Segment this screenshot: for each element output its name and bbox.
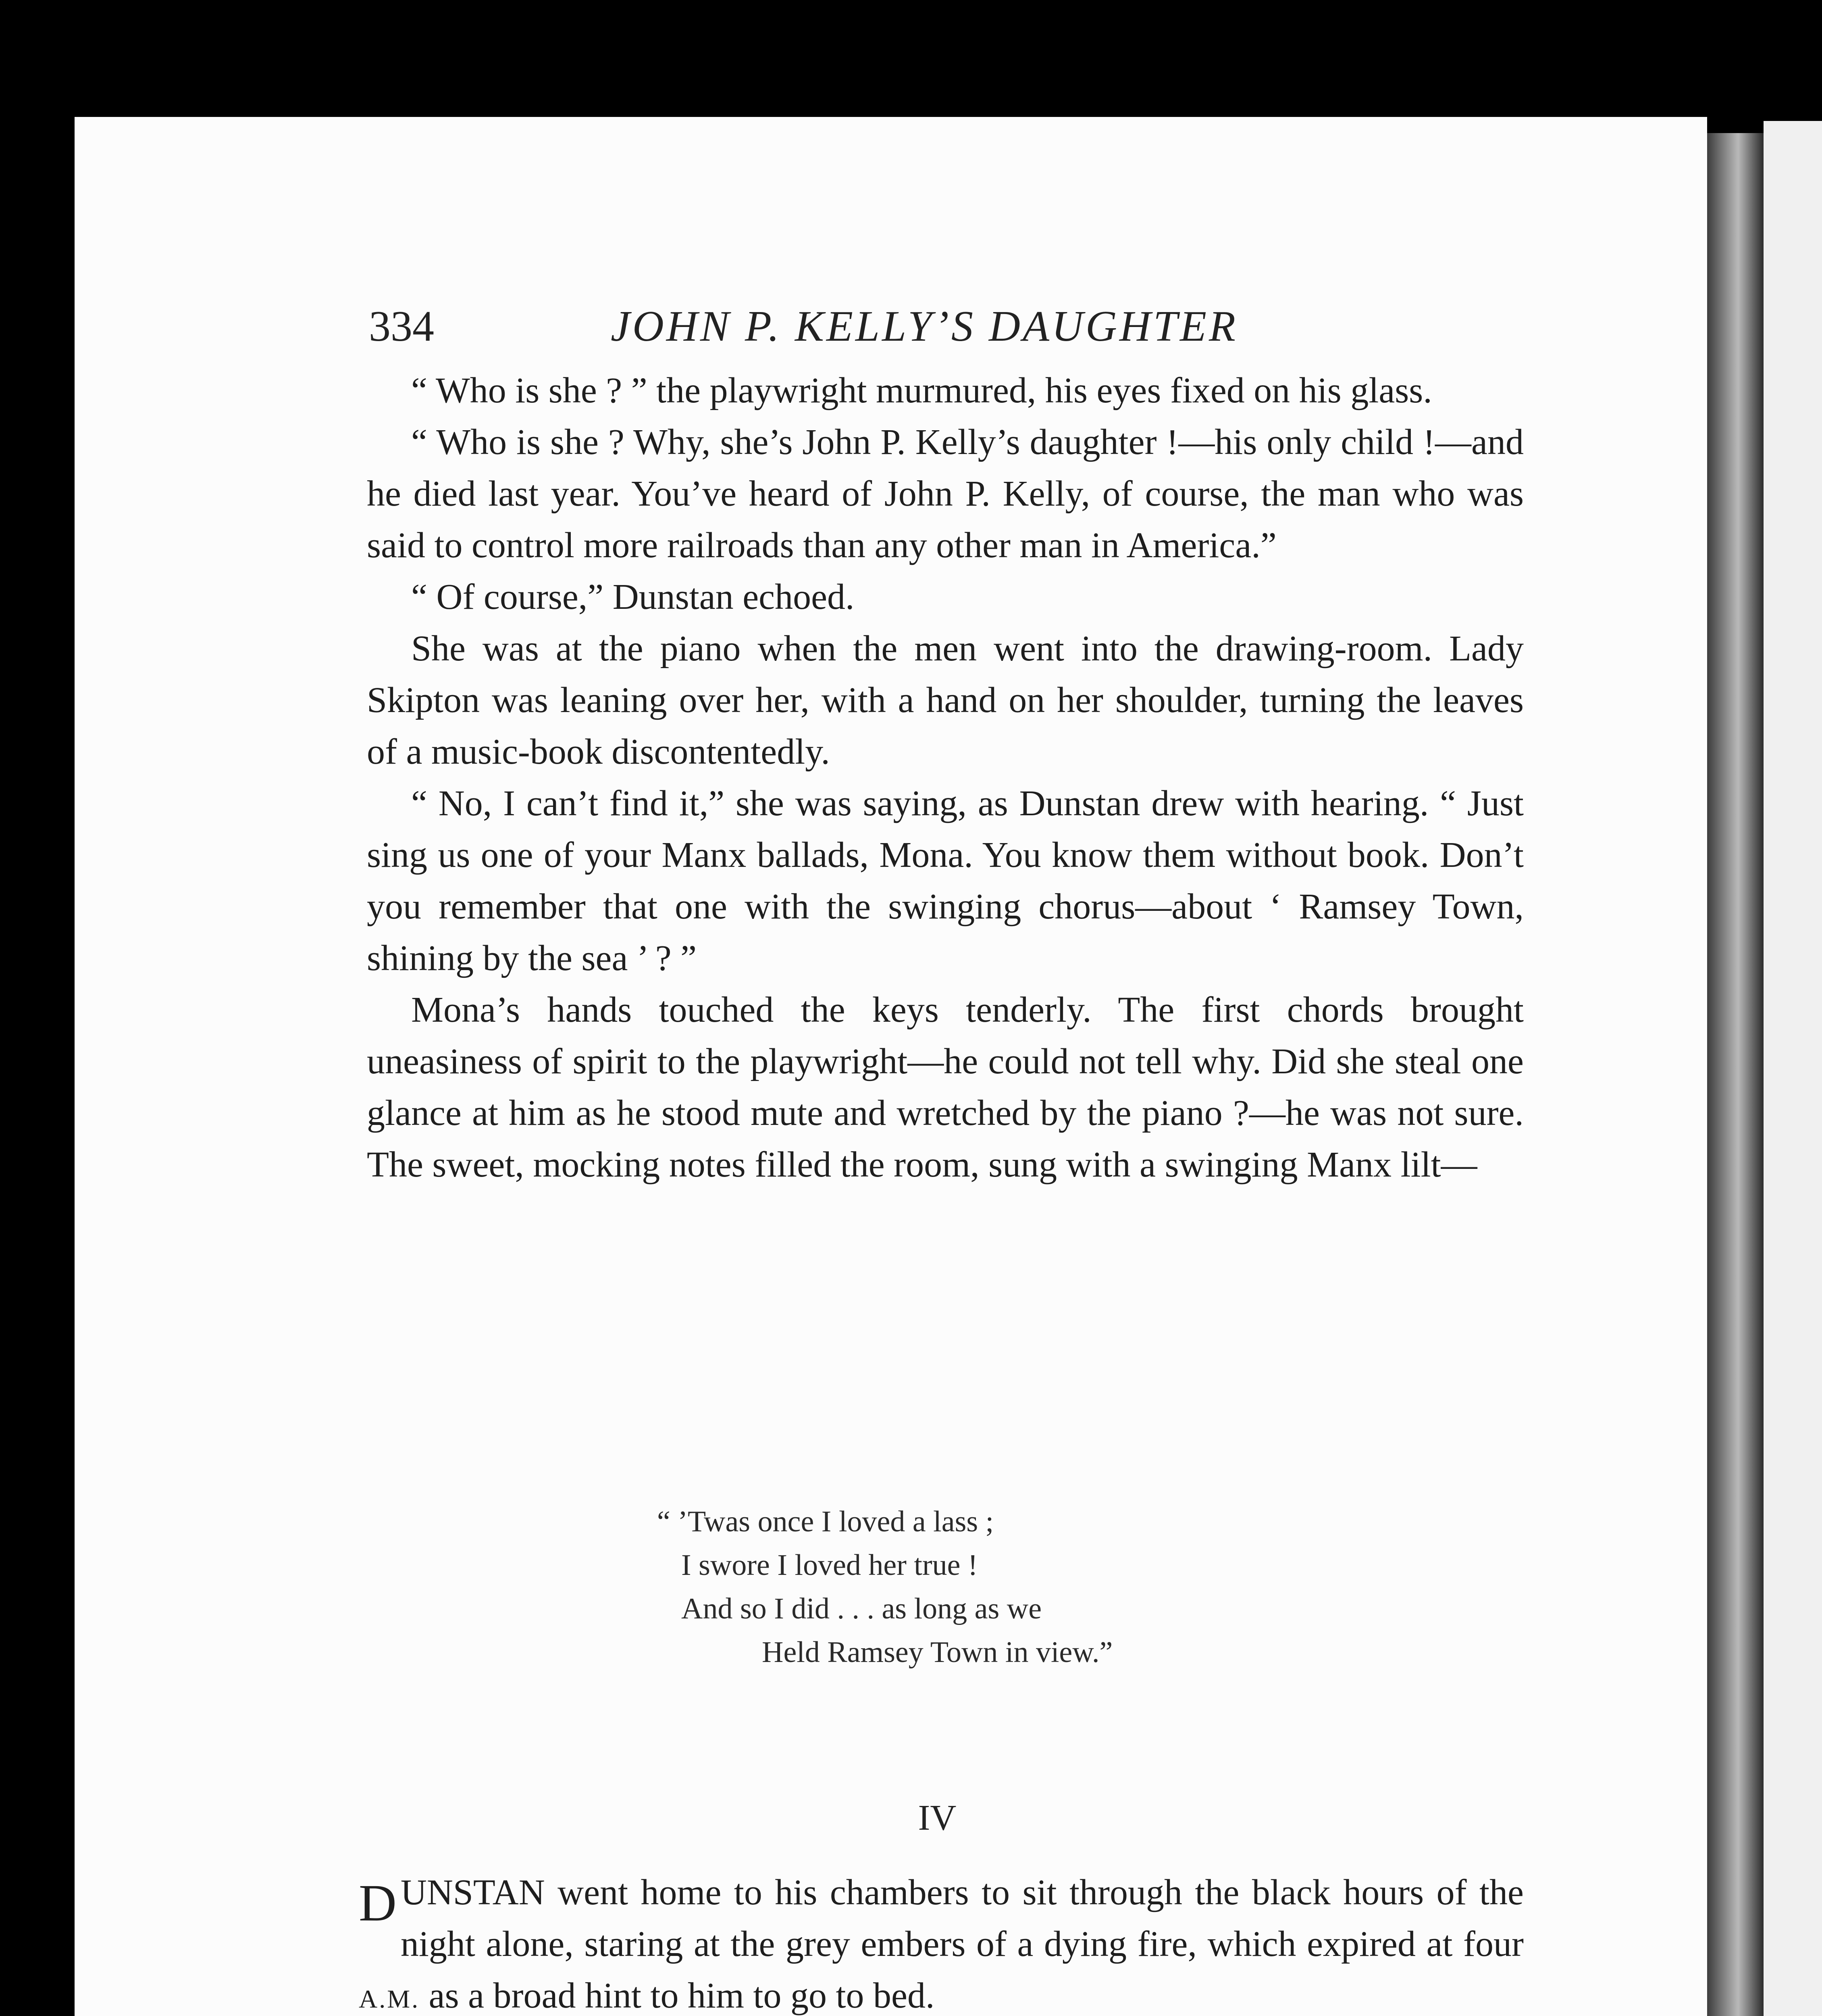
paragraph: “ Who is she ? Why, she’s John P. Kelly’s daughter !—his only child !—and he died last year. You’ve heard of John P. Kelly, of course, the man who was said to control more railroads than any other man in America.”	[367, 422, 1524, 565]
adjacent-page-edge	[1764, 121, 1822, 2016]
verse-line: Held Ramsey Town in view.”	[762, 1636, 1113, 1669]
page-number: 334	[369, 302, 434, 350]
body-text	[367, 365, 1524, 1191]
time-abbreviation: A.M.	[359, 1985, 420, 2013]
paragraph: She was at the piano when the men went into the drawing-room. Lady Skipton was leaning over her, with a hand on her shoulder, turning the leaves of a music-book discontentedly.	[367, 629, 1524, 772]
page-header	[369, 290, 1822, 363]
paragraph-text: as a broad hint to him to go to bed.	[428, 1976, 935, 2016]
section-text	[359, 1867, 1524, 2016]
section-heading: IV	[918, 1798, 957, 1838]
verse-line: I swore I loved her true !	[681, 1549, 978, 1582]
drop-cap: D	[359, 1874, 397, 1932]
paragraph: “ Who is she ? ” the playwright murmured, his eyes fixed on his glass.	[411, 371, 1432, 410]
paragraph: Mona’s hands touched the keys tenderly. The first chords brought uneasiness of spirit to the playwright—he could not tell why. Did she steal one glance at him as he stood mute and wretched by the piano ?—he was not sure. The sweet, mocking notes filled the room, sung with a swinging Manx lilt—	[367, 990, 1524, 1185]
running-head: JOHN P. KELLY’S DAUGHTER	[611, 302, 1238, 350]
verse-line: “ ’Twas once I loved a lass ;	[657, 1505, 994, 1538]
verse-line: And so I did . . . as long as we	[681, 1592, 1042, 1625]
verse	[657, 1500, 1113, 1674]
paragraph-text: UNSTAN went home to his chambers to sit through the black hours of the night alone, staring at the grey embers of a dying fire, which expired at four	[400, 1872, 1524, 1964]
page-edge-shadow	[1707, 133, 1764, 2016]
paragraph: “ No, I can’t find it,” she was saying, as Dunstan drew with hearing. “ Just sing us one of your Manx ballads, Mona. You know them without book. Don’t you remember that one with the swinging chorus—about ‘ Ramsey Town, shining by the sea ’ ? ”	[367, 783, 1524, 978]
section-first-paragraph	[359, 1867, 1524, 2016]
paragraph: “ Of course,” Dunstan echoed.	[411, 577, 855, 617]
